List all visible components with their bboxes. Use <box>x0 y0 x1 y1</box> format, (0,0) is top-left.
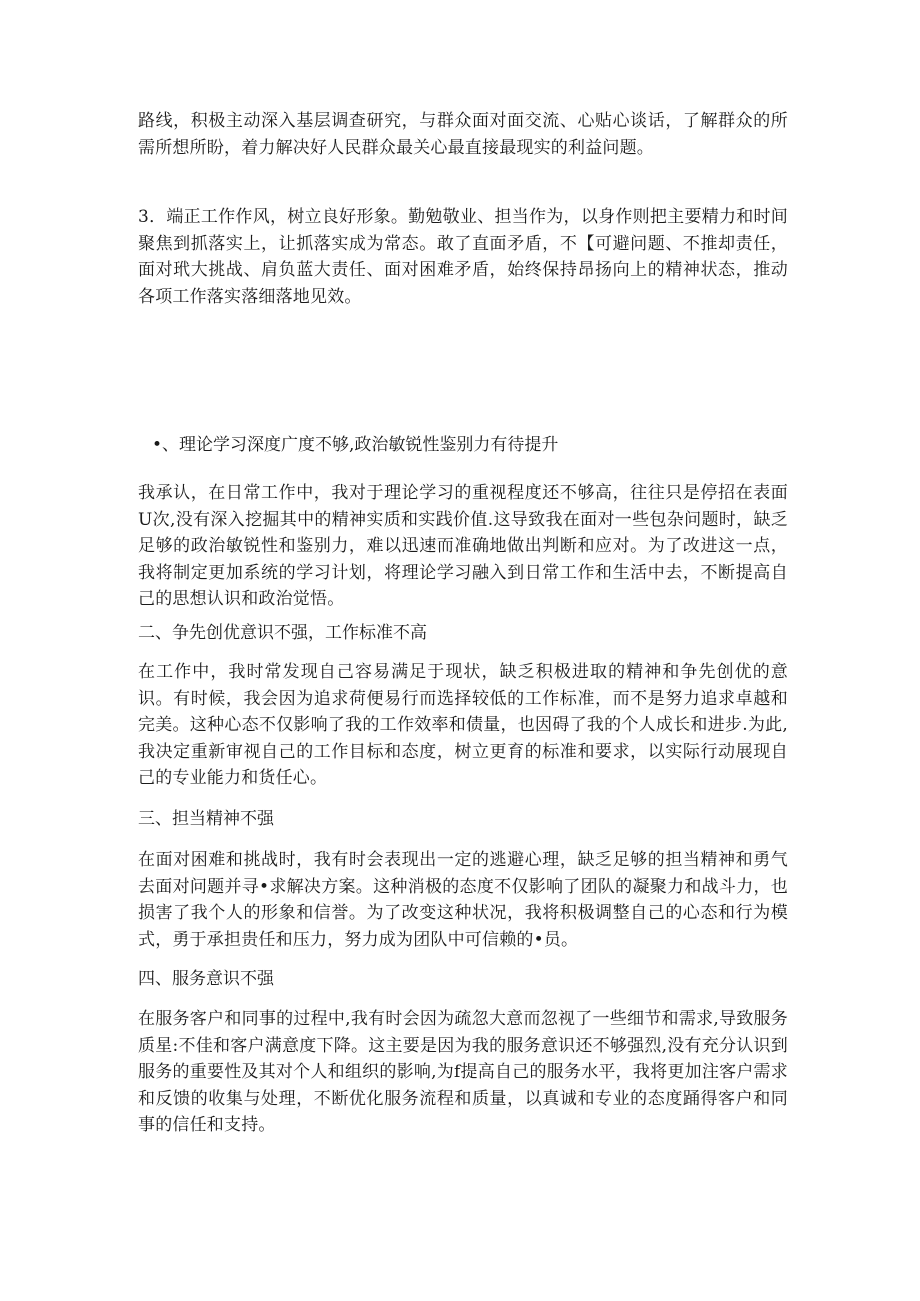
heading-excellence-awareness: 二、争先创优意识不强，工作标准不高 <box>138 623 427 643</box>
paragraph-work-style: 3．端正工作作风，树立良好形象。勤勉敬业、担当作为，以身作则把主要精力和时间聚焦到抓落实上，让抓落实成为常态。敢了直面矛盾，不【可避问题、不推却责任，面对玳大挑战、肩负蓝大责任、面对困难矛盾，始终保持昂扬向上的精神状态，推动各项工作落实落细落地见效。 <box>138 207 788 307</box>
heading-responsibility: 三、担当精神不强 <box>138 809 274 829</box>
paragraph-theory-study: 我承认，在日常工作中，我对于理论学习的重视程度还不够高，往往只是停招在表面U次,没有深入挖掘其中的精神实质和实践价值.这导致我在面对一些包杂问题时，缺乏足够的政治敏锐性和鉴别力，难以迅速而准确地做出判断和应对。为了改进这一点，我将制定更加系统的学习计划，将理论学习融入到日常工作和生活中去，不断提高自己的思想认识和政治觉悟。 <box>138 483 788 609</box>
heading-theory-study: •、理论学习深度广度不够,政治敏锐性鉴别力有待提升 <box>152 435 559 455</box>
paragraph-service-awareness: 在服务客户和同事的过程中,我有时会因为疏忽大意而忽视了一些细节和需求,导致服务质星:不佳和客户满意度下降。这主要是因为我的服务意识还不够强烈,没有充分认识到服务的重要性及其对个人和组织的影响,为f提高自己的服务水平，我将更加注客户需求和反馈的收集与处理，不断优化服务流程和质量，以真诚和专业的态度踊得客户和同事的信任和支持。 <box>138 1009 788 1135</box>
paragraph-service-the-masses: 路线，积极主动深入基层调查研究，与群众面对面交流、心贴心谈话，了解群众的所需所想所盼，着力解决好人民群众最关心最直接最现实的利益问题。 <box>138 111 788 158</box>
paragraph-responsibility: 在面对困难和挑战时，我有时会表现出一定的逃避心理，缺乏足够的担当精神和勇气去面对问题并寻•求解决方案。这种消极的态度不仅影响了团队的凝聚力和战斗力，也损害了我个人的形象和信誉。为了改变这种状况，我将积极调整自己的心态和行为模式，勇于承担贵任和压力，努力成为团队中可信赖的•员。 <box>138 850 788 950</box>
paragraph-excellence-awareness: 在工作中，我时常发现自己容易满足于现状，缺乏积极进取的精神和争先创优的意识。有时候，我会因为追求荷便易行而选择较低的工作标准，而不是努力追求卓越和完美。这种心态不仅影响了我的工作效率和债量，也因碍了我的个人成长和进步.为此,我决定重新审视自己的工作目标和态度，树立更育的标准和要求，以实际行动展现自己的专业能力和货任心。 <box>138 662 788 788</box>
heading-service-awareness: 四、服务意识不强 <box>138 969 274 989</box>
